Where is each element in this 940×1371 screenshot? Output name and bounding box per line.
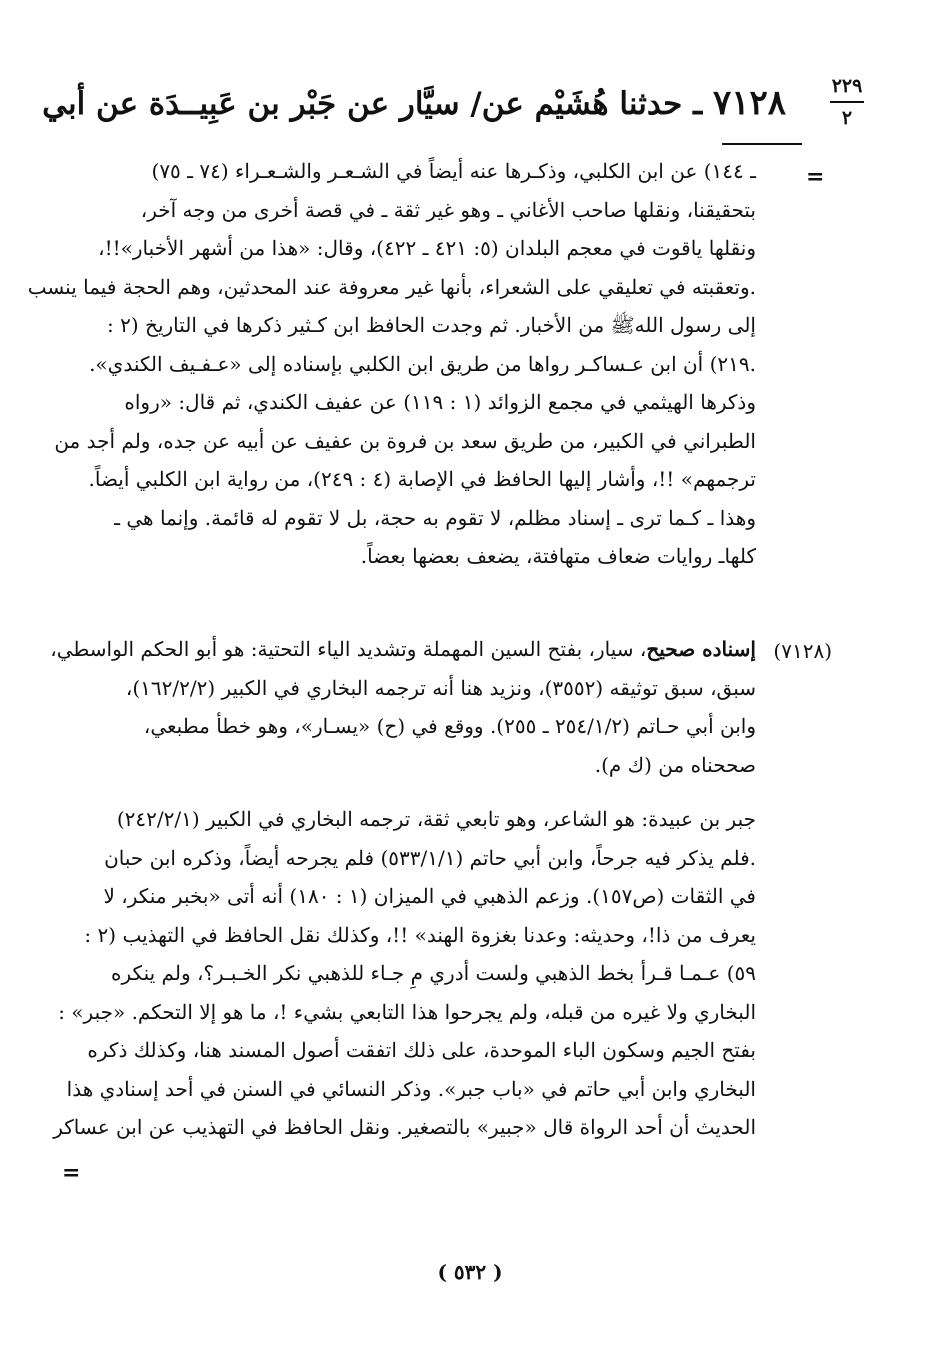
continuation-mark-top: =: [806, 164, 825, 190]
note-line: إسناده صحيح، سيار، بفتح السين المهملة وتشديد الياء التحتية: هو أبو الحكم الواسطي،: [50, 637, 756, 661]
hadith-chain: ـ حدثنا هُشَيْم عن/ سيَّار عن جَبْر بن عَبِيــدَة عن أبي: [42, 86, 703, 122]
footnote-jabr: [53, 800, 756, 1147]
note-line: البخاري ولا غيره من قبله، ولم يجرحوا هذا التابعي بشيء !، ما هو إلا التحكم. «جبر» :: [58, 999, 756, 1024]
footnote-7128: [50, 630, 756, 784]
footnote-number: (٧١٢٨): [773, 639, 832, 663]
note-line: ترجمهم» !!، وأشار إليها الحافظ في الإصابة (٤ : ٢٤٩)، من رواية ابن الكلبي أيضاً.: [88, 467, 756, 491]
note-line: البخاري وابن أبي حاتم في «باب جبر». وذكر النسائي في السنن في أحد إسنادي هذا: [66, 1076, 756, 1101]
note-line: وابن أبي حـاتم (٢٥٤/١/٢ ـ ٢٥٥). ووقع في (ح) «يسـار»، وهو خطأ مطبعي،: [143, 714, 756, 738]
note-line: إلى رسول اللهﷺ من الأخبار. ثم وجدت الحافظ ابن كـثير ذكرها في التاريخ (٢ :: [107, 313, 756, 337]
continuation-mark-bottom: =: [62, 1160, 81, 1186]
note-line: وهذا ـ كـما ترى ـ إسناد مظلم، لا تقوم به حجة، بل لا تقوم له قائمة. وإنما هي ـ: [114, 505, 756, 530]
note-line: سبق، سبق توثيقه (٣٥٥٢)، ونزيد هنا أنه ترجمه البخاري في الكبير (١٦٢/٢/٢)،: [125, 675, 756, 700]
note-line: الحديث أن أحد الرواة قال «جبير» بالتصغير. ونقل الحافظ في التهذيب عن ابن عساكر: [53, 1115, 756, 1139]
note-line: ونقلها ياقوت في معجم البلدان (٥: ٤٢١ ـ ٤٢٢)، وقال: «هذا من أشهر الأخبار»!!،: [98, 236, 756, 260]
note-line: .فلم يذكر فيه جرحاً، وابن أبي حاتم (٥٣٣/١/١) فلم يجرحه أيضاً، وذكره ابن حبان: [104, 845, 756, 870]
note-line: كلهاـ روايات ضعاف متهافتة، يضعف بعضها بعضاً.: [360, 544, 756, 568]
note-line: ـ ١٤٤) عن ابن الكلبي، وذكـرها عنه أيضاً في الشـعـر والشـعـراء (٧٤ ـ ٧٥): [151, 159, 756, 183]
header-rule: [722, 143, 802, 145]
note-line: صححناه من (ك م).: [594, 752, 756, 777]
volume-ref-top: ٢٢٩: [831, 75, 863, 97]
note-line: يعرف من ذا!، وحديثه: وعدنا بغزوة الهند» !!، وكذلك نقل الحافظ في التهذيب (٢ :: [84, 922, 756, 947]
note-line: بتحقيقنا، ونقلها صاحب الأغاني ـ وهو غير ثقة ـ في قصة أخرى من وجه آخر،: [140, 197, 756, 222]
note-line: وذكرها الهيثمي في مجمع الزوائد (١ : ١١٩) عن عفيف الكندي، ثم قال: «رواه: [124, 390, 756, 414]
note-line: .وتعقبته في تعليقي على الشعراء، بأنها غير معروفة عند المحدثين، وهم الحجة فيما ينسب: [27, 274, 756, 299]
volume-ref-bottom: ٢: [841, 107, 853, 129]
note-line: جبر بن عبيدة: هو الشاعر، وهو تابعي ثقة، ترجمه البخاري في الكبير (٢٤٢/٢/١): [116, 807, 756, 831]
note-line: في الثقات (ص١٥٧). وزعم الذهبي في الميزان (١ : ١٨٠) أنه أتى «بخبر منكر، لا: [103, 884, 756, 908]
grading-label: إسناده صحيح: [646, 637, 756, 661]
volume-reference: [822, 74, 872, 130]
note-line: الطبراني في الكبير، من طريق سعد بن فروة بن عفيف عن أبيه عن جده، ولم أجد من: [54, 428, 756, 453]
volume-ref-divider: [830, 101, 864, 103]
footnote-continued: [27, 152, 756, 576]
note-line: بفتح الجيم وسكون الباء الموحدة، على ذلك اتفقت أصول المسند هنا، وكذلك ذكره: [87, 1038, 756, 1062]
note-line: ٥٩) عـمـا قـرأ بخط الذهبي ولست أدري مِ جـاء للذهبي نكر الخـبـر؟، ولم ينكره: [111, 961, 756, 985]
hadith-number: ٧١٢٨: [712, 83, 786, 123]
page-number: ( ٥٣٢ ): [437, 1260, 503, 1284]
note-line: .٢١٩) أن ابن عـساكـر رواها من طريق ابن الكلبي بإسناده إلى «عـفـيف الكندي».: [89, 351, 756, 376]
hadith-text: [42, 78, 786, 129]
